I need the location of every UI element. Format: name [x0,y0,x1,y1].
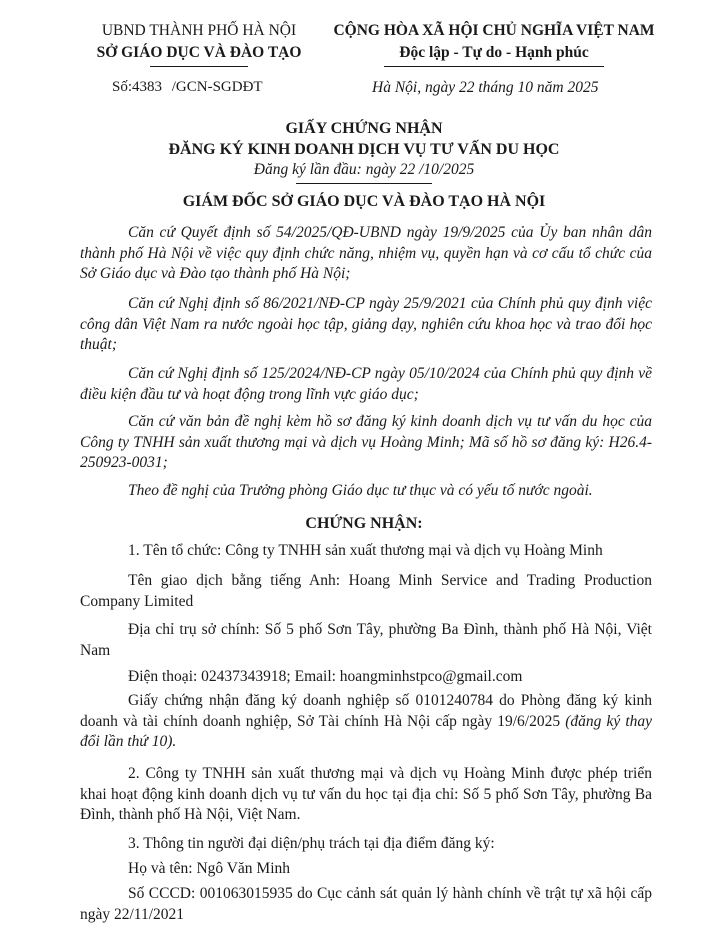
issue-date: Hà Nội, ngày 22 tháng 10 năm 2025 [372,79,599,96]
authority-heading: GIÁM ĐỐC SỞ GIÁO DỤC VÀ ĐÀO TẠO HÀ NỘI [182,193,546,210]
business-registration-text: Giấy chứng nhận đăng ký doanh nghiệp số 0101240784 do Phòng đăng ký kinh doanh và tài chính doanh nghiệp, Sở Tài chính Hà Nội cấp ngày 19/6/2025 [80,692,652,730]
legal-basis-1: Căn cứ Quyết định số 54/2025/QĐ-UBND ngày 19/9/2025 của Ủy ban nhân dân thành phố Hà Nội về việc quy định chức năng, nhiệm vụ, quyền hạn và cơ cấu tổ chức của Sở Giáo dục và Đào tạo thành phố Hà Nội; [80,224,652,282]
national-motto: Độc lập - Tự do - Hạnh phúc [399,44,589,61]
issuer-line1: UBND THÀNH PHỐ HÀ NỘI [101,22,297,39]
item-head-office-address: Địa chỉ trụ sở chính: Số 5 phố Sơn Tây, phường Ba Đình, thành phố Hà Nội, Việt Nam [80,621,652,659]
item-representative-name: Họ và tên: Ngô Văn Minh [128,860,291,877]
item-representative-heading: 3. Thông tin người đại diện/phụ trách tại địa điểm đăng ký: [128,835,495,852]
legal-basis-5: Theo đề nghị của Trưởng phòng Giáo dục tư thục và có yếu tố nước ngoài. [128,482,593,499]
issuer-line2: SỞ GIÁO DỤC VÀ ĐÀO TẠO [96,44,302,61]
issuer-underline [150,66,248,67]
legal-basis-4: Căn cứ văn bản đề nghị kèm hồ sơ đăng ký kinh doanh dịch vụ tư vấn du học của Công ty TNHH sản xuất thương mại và dịch vụ Hoàng Minh; Mã số hồ sơ đăng ký: H26.4-250923-0031; [80,413,652,471]
first-registration-date: Đăng ký lần đầu: ngày 22 /10/2025 [253,161,475,178]
certifies-heading: CHỨNG NHẬN: [305,515,423,532]
document-number: Số:4383 /GCN-SGDĐT [112,79,263,95]
national-title: CỘNG HÒA XÃ HỘI CHỦ NGHĨA VIỆT NAM [333,22,655,39]
item-representative-id: Số CCCD: 001063015935 do Cục cảnh sát quản lý hành chính về trật tự xã hội cấp ngày 22/11/2021 [80,885,652,923]
title-underline [296,183,432,184]
legal-basis-2: Căn cứ Nghị định số 86/2021/NĐ-CP ngày 25/9/2021 của Chính phủ quy định việc công dân Việt Nam ra nước ngoài học tập, giảng dạy, nghiên cứu khoa học và trao đổi học thuật; [80,295,652,353]
motto-underline [384,66,604,67]
certificate-subtitle: ĐĂNG KÝ KINH DOANH DỊCH VỤ TƯ VẤN DU HỌC [168,141,560,158]
item-english-name: Tên giao dịch bằng tiếng Anh: Hoang Minh Service and Trading Production Company Limited [80,572,652,610]
legal-basis-3: Căn cứ Nghị định số 125/2024/NĐ-CP ngày 05/10/2024 của Chính phủ quy định về điều kiện đầu tư và hoạt động trong lĩnh vực giáo dục; [80,365,652,403]
item-organization-name: 1. Tên tổ chức: Công ty TNHH sản xuất thương mại và dịch vụ Hoàng Minh [128,542,603,559]
item-contact: Điện thoại: 02437343918; Email: hoangminhstpco@gmail.com [128,668,523,685]
item-activity-location: 2. Công ty TNHH sản xuất thương mại và dịch vụ Hoàng Minh được phép triển khai hoạt động kinh doanh dịch vụ tư vấn du học tại địa chỉ: Số 5 phố Sơn Tây, phường Ba Đình, thành phố Hà Nội, Việt Nam. [80,765,652,823]
business-registration-amendment: (đăng ký thay đổi lần thứ 10). [80,712,653,750]
item-business-registration [80,691,652,753]
certificate-title: GIẤY CHỨNG NHẬN [285,120,443,137]
